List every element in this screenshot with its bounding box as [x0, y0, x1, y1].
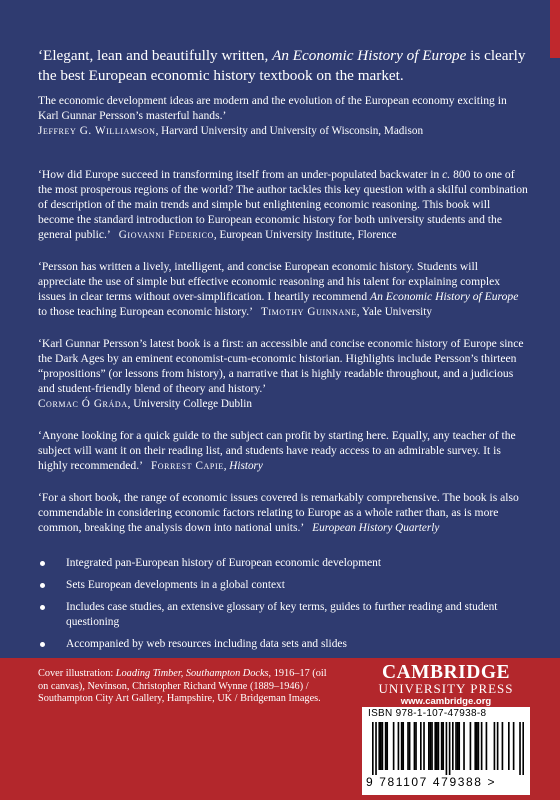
quote-text: ‘Karl Gunnar Persson’s latest book is a first: an accessible and concise economic history of Europe since the Dark Ages by an eminent economist-cum-economic historian. Highlights include Persson’s thirteen “propositions” (or lessons from history), a narrative that is highly readable throughout, and a judicious and student-friendly blend of theory and history.’	[38, 337, 524, 395]
lead-quote	[38, 46, 528, 86]
quote-source: History	[229, 460, 263, 472]
feature-item	[38, 600, 528, 630]
barcode-bar	[457, 722, 459, 770]
feature-item	[38, 578, 528, 593]
barcode-bar	[393, 722, 395, 770]
barcode-bar	[478, 722, 480, 770]
barcode-bar	[522, 722, 524, 775]
quote-text: to those teaching European economic history.’	[38, 305, 253, 318]
barcode-bar	[375, 722, 377, 775]
barcode-bar	[476, 722, 478, 770]
lead-body-text: The economic development ideas are modern and the evolution of the European economy exciting in Karl Gunnar Persson’s masterful hands.’	[38, 94, 507, 122]
lead-text-2: is clearly the best European economic history textbook on the market.	[38, 47, 526, 84]
publisher-footer	[0, 658, 560, 800]
quote-guinnane	[38, 259, 528, 320]
barcode-bar	[407, 722, 409, 770]
barcode-bar	[430, 722, 432, 770]
red-corner-tab	[550, 0, 560, 58]
lead-author: Jeffrey G. Williamson	[38, 125, 156, 137]
barcode-bar	[409, 722, 411, 770]
quote-author: Cormac Ó Gráda	[38, 398, 128, 410]
feature-text: Accompanied by web resources including data sets and slides	[66, 638, 347, 650]
quote-ograda	[38, 336, 528, 412]
barcode-bar	[398, 722, 400, 770]
cover-credit	[38, 668, 338, 706]
quote-ehq	[38, 490, 528, 536]
barcode-bar	[423, 722, 425, 770]
praise-content	[38, 46, 528, 659]
barcode-bar	[386, 722, 388, 770]
barcode-bar	[519, 722, 521, 775]
publisher-subtitle: UNIVERSITY PRESS	[378, 681, 514, 696]
barcode-bar	[436, 722, 438, 770]
barcode-bar	[455, 722, 457, 770]
barcode-bar	[452, 722, 454, 770]
quote-author: Giovanni Federico	[118, 229, 214, 241]
quote-separator: ,	[223, 460, 230, 472]
barcode-bar	[449, 722, 451, 775]
barcode-bar	[463, 722, 465, 770]
quote-capie	[38, 428, 528, 474]
barcode-bar	[481, 722, 483, 770]
barcode-bar	[431, 722, 433, 770]
barcode-graphic	[372, 722, 524, 775]
quote-text: 800 to one of the most prosperous regions of the world? The author tackles this key question with a skilful combination of description of the main trends and simple but enlightening economic reasoning. This book will become the standard introduction to European economic history for both university students and the general public.’	[38, 168, 528, 241]
quote-text: ‘Anyone looking for a quick guide to the subject can profit by starting here. Equally, any teacher of the subject will want it on their reading list, and students have ready access to an admirable survey. It is highly recommended.’	[38, 429, 516, 472]
barcode-bar	[513, 722, 515, 770]
barcode-bar	[420, 722, 422, 770]
quote-book-title: An Economic History of Europe	[370, 290, 519, 303]
lead-book-title: An Economic History of Europe	[272, 47, 467, 64]
barcode-bar	[494, 722, 496, 770]
quote-circa: c.	[442, 168, 451, 181]
barcode-bar	[497, 722, 499, 770]
publisher-name: CAMBRIDGE	[381, 662, 510, 683]
credit-details: , 1916–17 (oil on canvas), Nevinson, Christopher Richard Wynne (1889–1946) / Southampton City Art Gallery, Hampshire, UK / Bridgeman Images.	[38, 668, 327, 705]
quote-text: ‘How did Europe succeed in transforming itself from an under-populated backwater in	[38, 168, 443, 181]
barcode-bar	[378, 722, 380, 770]
barcode-icon	[372, 722, 524, 775]
barcode-bar	[415, 722, 417, 770]
publisher-website: www.cambridge.org	[400, 696, 492, 707]
barcode-bar	[382, 722, 384, 770]
isbn-text: ISBN 978-1-107-47938-8	[368, 708, 487, 719]
feature-text: Includes case studies, an extensive glossary of key terms, guides to further reading and student questioning	[66, 601, 498, 628]
quote-source: European History Quarterly	[312, 522, 440, 534]
feature-item	[38, 637, 528, 652]
quote-author: Timothy Guinnane	[260, 306, 357, 318]
barcode-bar	[458, 722, 460, 770]
barcode-bar	[470, 722, 472, 770]
barcode-bar	[434, 722, 436, 770]
barcode-bar	[380, 722, 382, 770]
credit-artwork-title: Loading Timber, Southampton Docks	[115, 668, 269, 679]
feature-list	[38, 556, 528, 652]
feature-text: Sets European developments in a global context	[66, 579, 285, 591]
lead-affiliation: , Harvard University and University of Wisconsin, Madison	[155, 125, 424, 137]
quote-text: ‘For a short book, the range of economic issues covered is remarkably comprehensive. The book is also commendable in considering economic factors relating to Europe as a whole rather than, as is more common, breaking the analysis down into national units.’	[38, 491, 519, 534]
barcode-digits: 9 781107 479388 >	[366, 775, 497, 789]
credit-label: Cover illustration:	[38, 668, 116, 679]
quote-text: ‘Persson has written a lively, intelligent, and concise European economic history. Students will appreciate the use of simple but effective economic reasoning and his talent for explaining complex issues in clear terms without over-simplification. I heartily recommend	[38, 260, 501, 303]
barcode-bar	[401, 722, 403, 770]
lead-quote-body	[38, 93, 528, 139]
lead-text-1: ‘Elegant, lean and beautifully written,	[38, 47, 273, 64]
barcode-bar	[438, 722, 440, 770]
barcode-bar	[402, 722, 404, 770]
barcode-bar	[508, 722, 510, 770]
barcode-bar	[441, 722, 443, 770]
publisher-logo	[358, 663, 534, 708]
bullet-icon	[40, 583, 45, 588]
quote-affiliation: , Yale University	[356, 306, 432, 318]
bullet-icon	[40, 605, 45, 610]
barcode-bar	[372, 722, 374, 775]
bullet-icon	[40, 561, 45, 566]
barcode-bar	[414, 722, 416, 770]
bullet-icon	[40, 642, 45, 647]
barcode-bar	[446, 722, 448, 775]
barcode-label	[362, 707, 530, 795]
barcode-bar	[385, 722, 387, 770]
barcode-bar	[442, 722, 444, 770]
barcode-bar	[428, 722, 430, 770]
quote-author: Forrest Capie	[150, 460, 224, 472]
quote-federico	[38, 167, 528, 243]
barcode-bar	[502, 722, 504, 770]
barcode-bar	[486, 722, 488, 770]
barcode-bar	[474, 722, 476, 770]
quote-affiliation: , European University Institute, Florence	[213, 229, 397, 241]
feature-item	[38, 556, 528, 571]
quote-affiliation: , University College Dublin	[127, 398, 252, 410]
feature-text: Integrated pan-European history of European economic development	[66, 557, 382, 569]
